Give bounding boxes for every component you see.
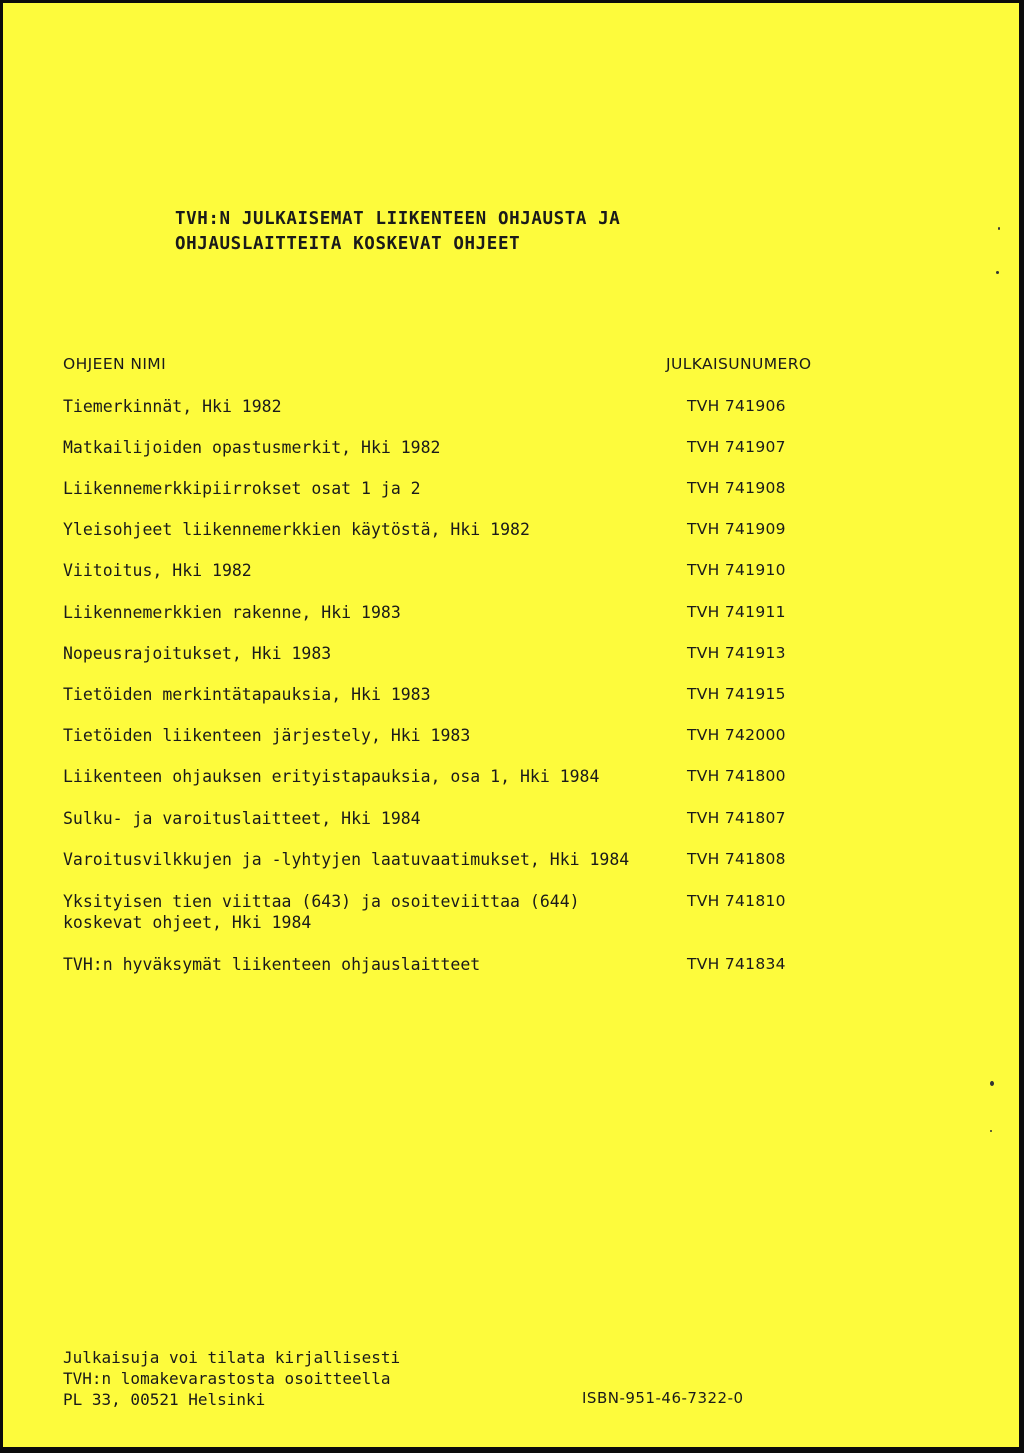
- publication-name: Yksityisen tien viittaa (643) ja osoiteviittaa (644) koskevat ohjeet, Hki 1984: [63, 892, 580, 932]
- scan-speck: [998, 227, 1000, 230]
- publication-number: TVH 741909: [687, 520, 786, 538]
- publication-name: Yleisohjeet liikennemerkkien käytöstä, Hki 1982: [63, 520, 530, 539]
- publication-number: TVH 741808: [687, 850, 786, 868]
- footer-line-2: TVH:n lomakevarastosta osoitteella: [63, 1369, 391, 1388]
- publication-name: Liikennemerkkipiirrokset osat 1 ja 2: [63, 479, 421, 498]
- publication-number: TVH 742000: [687, 726, 786, 744]
- publication-name: Tiemerkinnät, Hki 1982: [63, 397, 282, 416]
- publication-name: Varoitusvilkkujen ja -lyhtyjen laatuvaatimukset, Hki 1984: [63, 850, 630, 869]
- publication-name: Liikenteen ohjauksen erityistapauksia, osa 1, Hki 1984: [63, 767, 600, 786]
- footer-line-1: Julkaisuja voi tilata kirjallisesti: [63, 1348, 401, 1367]
- publication-number: TVH 741834: [687, 955, 786, 973]
- publication-number: TVH 741807: [687, 809, 786, 827]
- publication-name: Tietöiden liikenteen järjestely, Hki 1983: [63, 726, 471, 745]
- isbn-number: ISBN-951-46-7322-0: [582, 1389, 744, 1407]
- scan-speck: [990, 1130, 992, 1132]
- scan-speck: [996, 271, 999, 274]
- publication-name: Tietöiden merkintätapauksia, Hki 1983: [63, 685, 431, 704]
- title-line-2: OHJAUSLAITTEITA KOSKEVAT OHJEET: [175, 234, 521, 254]
- scan-speck: [990, 1081, 994, 1086]
- publication-name: Liikennemerkkien rakenne, Hki 1983: [63, 603, 401, 622]
- publication-name: Viitoitus, Hki 1982: [63, 561, 252, 580]
- title-line-1: TVH:N JULKAISEMAT LIIKENTEEN OHJAUSTA JA: [175, 209, 621, 229]
- publication-number: TVH 741907: [687, 438, 786, 456]
- publication-number: TVH 741915: [687, 685, 786, 703]
- publication-number: TVH 741913: [687, 644, 786, 662]
- publication-number: TVH 741910: [687, 561, 786, 579]
- publication-name: TVH:n hyväksymät liikenteen ohjauslaitteet: [63, 955, 481, 974]
- page-title: [175, 207, 620, 257]
- publication-name: Matkailijoiden opastusmerkit, Hki 1982: [63, 438, 441, 457]
- publication-number: TVH 741911: [687, 603, 786, 621]
- publication-name: Sulku- ja varoituslaitteet, Hki 1984: [63, 809, 421, 828]
- publication-number: TVH 741800: [687, 767, 786, 785]
- publication-number: TVH 741906: [687, 397, 786, 415]
- ordering-address: [63, 1347, 400, 1410]
- publication-number: TVH 741810: [687, 892, 786, 910]
- publication-name: Nopeusrajoitukset, Hki 1983: [63, 644, 332, 663]
- document-page: [3, 3, 1019, 1447]
- publication-number: TVH 741908: [687, 479, 786, 497]
- footer-line-3: PL 33, 00521 Helsinki: [63, 1390, 266, 1409]
- column-header-number: JULKAISUNUMERO: [666, 355, 812, 373]
- column-header-name: OHJEEN NIMI: [63, 355, 167, 373]
